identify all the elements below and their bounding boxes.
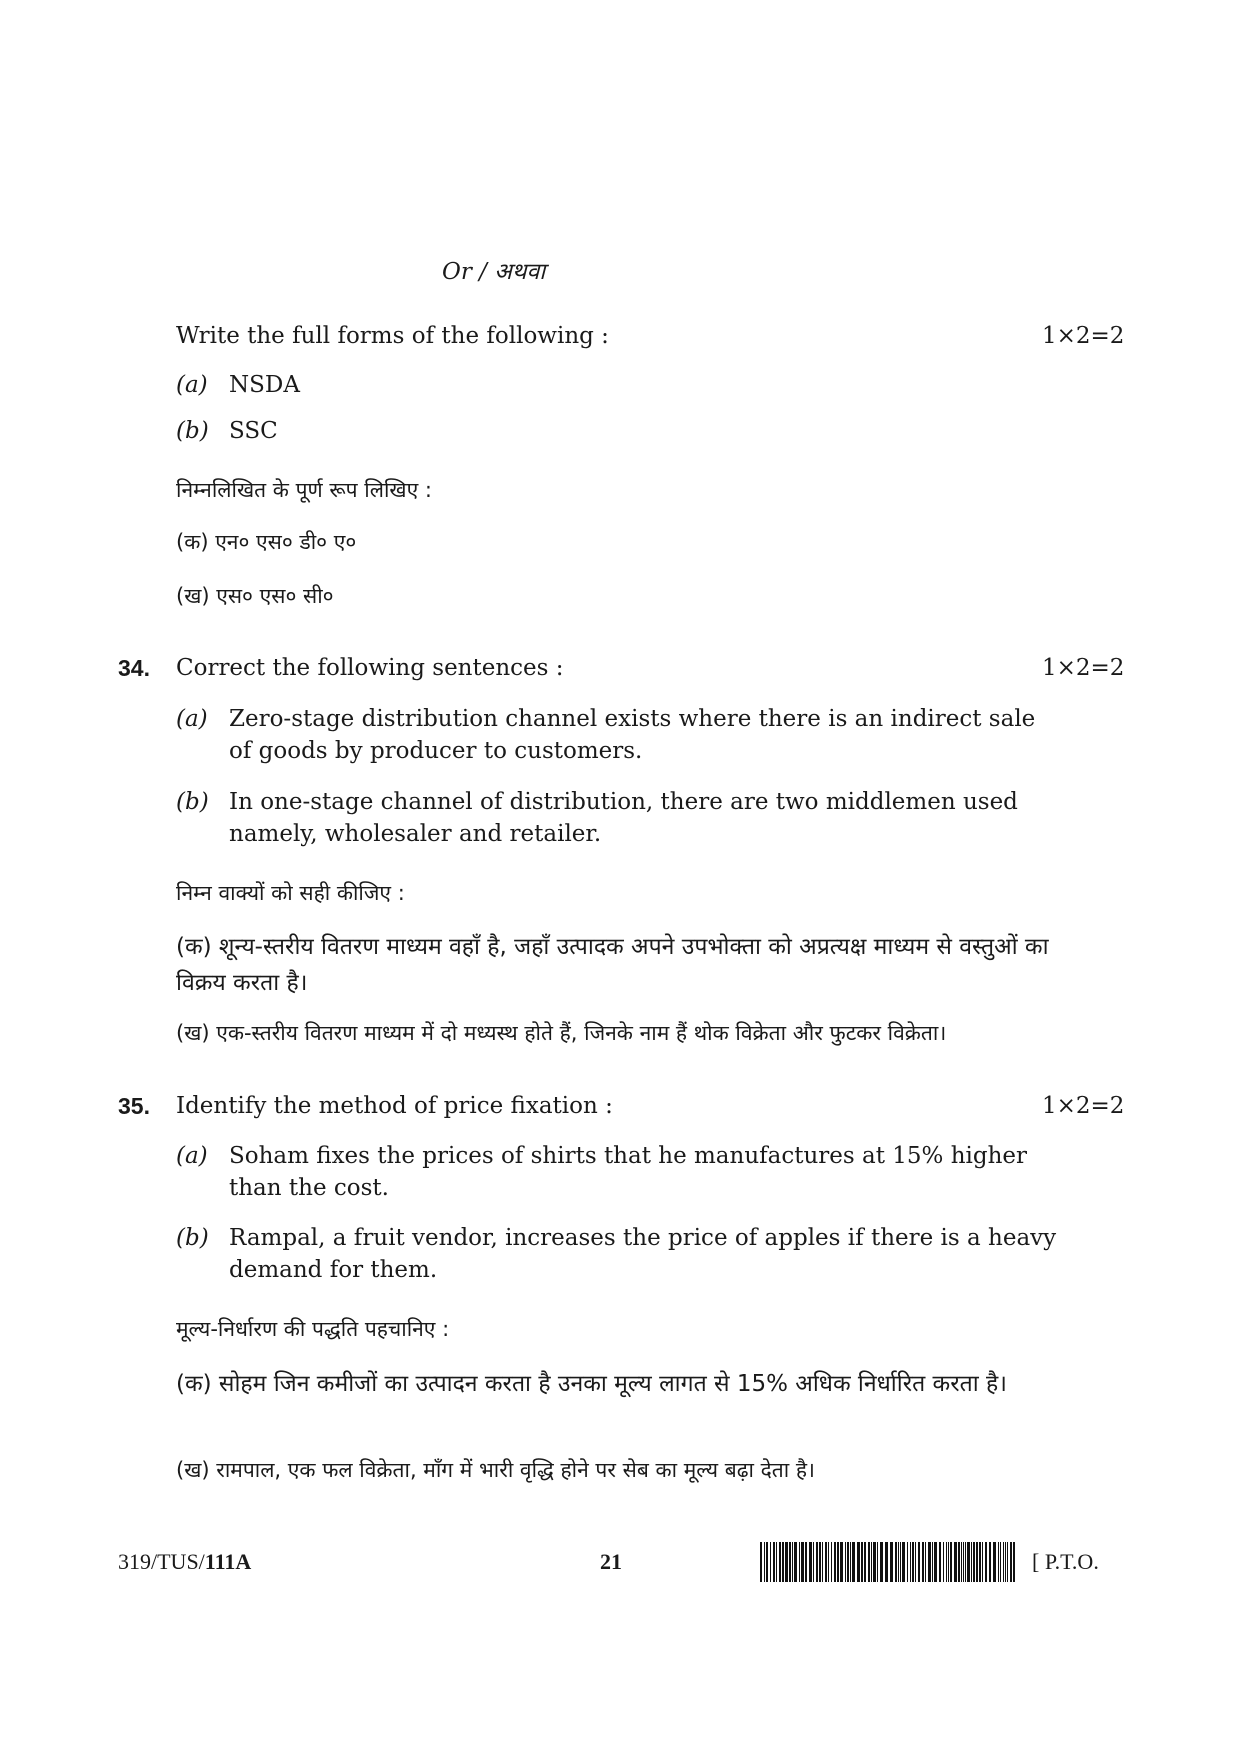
- page-number: 21: [600, 1549, 622, 1574]
- q35-text: Identify the method of price fixation :: [176, 1093, 613, 1119]
- q34-marks: 1×2=2: [1042, 655, 1125, 681]
- or-separator: Or / अथवा: [442, 259, 546, 285]
- alt-option-a-label: (a): [176, 372, 208, 398]
- alt-option-b-label: (b): [176, 418, 209, 444]
- q35-marks: 1×2=2: [1042, 1093, 1125, 1119]
- q34-option-a-label: (a): [176, 706, 208, 732]
- q35-option-b-text: Rampal, a fruit vendor, increases the price of apples if there is a heavy demand for them.: [229, 1225, 1057, 1283]
- q34-text-hi: निम्न वाक्यों को सही कीजिए :: [176, 881, 405, 905]
- q35-option-ka: (क) सोहम जिन कमीजों का उत्पादन करता है उनका मूल्य लागत से 15% अधिक निर्धारित करता है।: [176, 1371, 1007, 1397]
- q35-option-kha: (ख) रामपाल, एक फल विक्रेता, माँग में भारी वृद्धि होने पर सेब का मूल्य बढ़ा देता है।: [176, 1458, 816, 1482]
- q35-option-a-label: (a): [176, 1143, 208, 1169]
- q34-option-a-text: Zero-stage distribution channel exists where there is an indirect sale of goods by producer to customers.: [229, 706, 1036, 764]
- paper-code-prefix: 319/TUS/: [118, 1549, 205, 1574]
- q35-number: 35.: [118, 1093, 150, 1119]
- paper-code: [118, 1546, 251, 1578]
- alt-option-b-text: SSC: [229, 418, 278, 444]
- q34-text: Correct the following sentences :: [176, 655, 564, 681]
- alt-option-kha: (ख) एस० एस० सी०: [176, 584, 334, 608]
- paper-code-bold: 111A: [204, 1549, 252, 1574]
- q35-option-a-text: Soham fixes the prices of shirts that he manufactures at 15% higher than the cost.: [229, 1143, 1028, 1201]
- q35-option-b-label: (b): [176, 1225, 209, 1251]
- alt-question-text-hi: निम्नलिखित के पूर्ण रूप लिखिए :: [176, 478, 432, 502]
- alt-option-ka: (क) एन० एस० डी० ए०: [176, 530, 357, 554]
- pto-label: [ P.T.O.: [1032, 1549, 1099, 1574]
- alt-question-marks: 1×2=2: [1042, 323, 1125, 349]
- barcode-image: [760, 1542, 1018, 1582]
- alt-question-text: Write the full forms of the following :: [176, 323, 609, 349]
- alt-option-a-text: NSDA: [229, 372, 300, 398]
- q34-option-ka: (क) शून्य-स्तरीय वितरण माध्यम वहाँ है, जहाँ उत्पादक अपने उपभोक्ता को अप्रत्यक्ष माध्यम से वस्तुओं का विक्रय करता है।: [176, 934, 1049, 996]
- q34-option-b-label: (b): [176, 789, 209, 815]
- q34-number: 34.: [118, 655, 150, 681]
- q34-option-kha: (ख) एक-स्तरीय वितरण माध्यम में दो मध्यस्थ होते हैं, जिनके नाम हैं थोक विक्रेता और फुटकर विक्रेता।: [176, 1021, 947, 1045]
- q35-text-hi: मूल्य-निर्धारण की पद्धति पहचानिए :: [176, 1317, 450, 1341]
- q34-option-b-text: In one-stage channel of distribution, there are two middlemen used namely, wholesaler and retailer.: [229, 789, 1018, 847]
